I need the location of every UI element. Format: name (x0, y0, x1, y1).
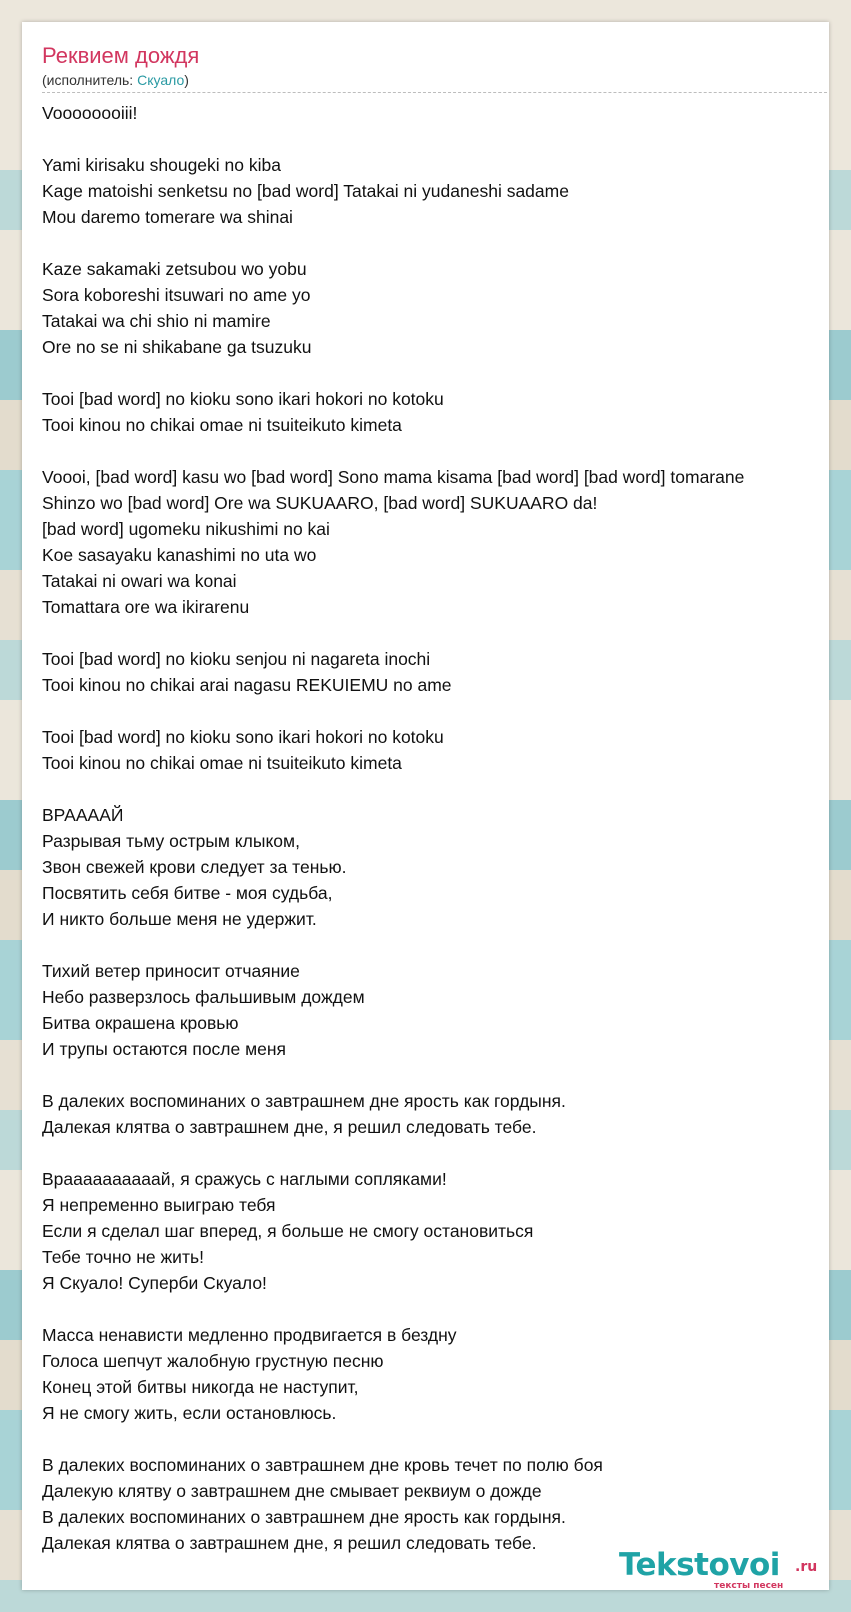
lyric-line: Далекая клятва о завтрашнем дне, я решил следовать тебе. (42, 1533, 537, 1553)
lyric-line: [bad word] ugomeku nikushimi no kai (42, 519, 330, 539)
lyric-line: Тихий ветер приносит отчаяние (42, 961, 300, 981)
stanza-break (42, 1426, 829, 1452)
lyric-line: Koe sasayaku kanashimi no uta wo (42, 545, 317, 565)
lyric-line: Tatakai ni owari wa konai (42, 571, 237, 591)
stanza-break (42, 698, 829, 724)
performer-line (42, 71, 189, 89)
logo-domain: .ru (795, 1559, 818, 1575)
lyric-line: Tatakai wa chi shio ni mamire (42, 311, 271, 331)
lyric-line: Ore no se ni shikabane ga tsuzuku (42, 337, 312, 357)
lyric-line: В далеких воспоминаних о завтрашнем дне ярость как гордыня. (42, 1507, 566, 1527)
lyric-line: ВРААААЙ (42, 805, 124, 825)
lyric-line: Kage matoishi senketsu no [bad word] Tatakai ni yudaneshi sadame (42, 181, 569, 201)
lyric-line: Враааааааааай, я сражусь с наглыми сопляками! (42, 1169, 447, 1189)
lyric-line: Далекую клятву о завтрашнем дне смывает реквиум о дожде (42, 1481, 542, 1501)
lyric-line: И никто больше меня не удержит. (42, 909, 317, 929)
lyric-line: Битва окрашена кровью (42, 1013, 239, 1033)
stanza-break (42, 620, 829, 646)
lyrics-card (22, 22, 829, 1590)
title-divider (42, 92, 829, 93)
lyric-line: Mou daremo tomerare wa shinai (42, 207, 293, 227)
lyric-line: Посвятить себя битве - моя судьба, (42, 883, 333, 903)
lyric-line: Tooi [bad word] no kioku sono ikari hokori no kotoku (42, 389, 444, 409)
lyric-line: В далеких воспоминаних о завтрашнем дне ярость как гордыня. (42, 1091, 566, 1111)
performer-prefix: (исполнитель: (42, 72, 138, 88)
lyric-line: Если я сделал шаг вперед, я больше не смогу остановиться (42, 1221, 534, 1241)
stanza-break (42, 230, 829, 256)
lyric-line: Yami kirisaku shougeki no kiba (42, 155, 281, 175)
lyric-line: Voooi, [bad word] kasu wo [bad word] Sono mama kisama [bad word] [bad word] tomarane (42, 467, 745, 487)
stanza-break (42, 932, 829, 958)
song-title: Реквием дождя (42, 43, 200, 68)
site-logo[interactable] (619, 1547, 829, 1590)
lyric-line: Я непременно выиграю тебя (42, 1195, 276, 1215)
lyric-line: И трупы остаются после меня (42, 1039, 287, 1059)
lyric-line: Разрывая тьму острым клыком, (42, 831, 300, 851)
stanza-break (42, 1296, 829, 1322)
lyric-line: Tooi kinou no chikai omae ni tsuiteikuto kimeta (42, 753, 402, 773)
lyric-line: Тебе точно не жить! (42, 1247, 204, 1267)
logo-wordmark: Tekstovoi (619, 1547, 780, 1583)
lyric-line: Конец этой битвы никогда не наступит, (42, 1377, 359, 1397)
lyric-line: Shinzo wo [bad word] Ore wa SUKUAARO, [bad word] SUKUAARO da! (42, 493, 598, 513)
lyric-line: Kaze sakamaki zetsubou wo yobu (42, 259, 307, 279)
lyric-line: Tomattara ore wa ikirarenu (42, 597, 250, 617)
logo-subtitle: тексты песен (714, 1581, 784, 1590)
stanza-break (42, 438, 829, 464)
lyric-line: Tooi [bad word] no kioku senjou ni nagareta inochi (42, 649, 431, 669)
stanza-break (42, 126, 829, 152)
stanza-break (42, 776, 829, 802)
lyric-line: Voooooooiii! (42, 103, 138, 123)
performer-suffix: ) (184, 72, 189, 88)
lyric-line: Tooi kinou no chikai arai nagasu REKUIEMU no ame (42, 675, 452, 695)
lyrics-text (42, 100, 829, 1556)
stanza-break (42, 1140, 829, 1166)
lyric-line: Я Скуало! Суперби Скуало! (42, 1273, 267, 1293)
lyric-line: Sora koboreshi itsuwari no ame yo (42, 285, 311, 305)
stanza-break (42, 1062, 829, 1088)
lyric-line: Масса ненависти медленно продвигается в бездну (42, 1325, 457, 1345)
lyric-line: Далекая клятва о завтрашнем дне, я решил следовать тебе. (42, 1117, 537, 1137)
stanza-break (42, 360, 829, 386)
lyric-line: Звон свежей крови следует за тенью. (42, 857, 347, 877)
lyric-line: Tooi kinou no chikai omae ni tsuiteikuto kimeta (42, 415, 402, 435)
lyric-line: Голоса шепчут жалобную грустную песню (42, 1351, 384, 1371)
lyric-line: Небо разверзлось фальшивым дождем (42, 987, 365, 1007)
lyric-line: Я не смогу жить, если остановлюсь. (42, 1403, 337, 1423)
artist-link[interactable]: Скуало (137, 72, 185, 88)
lyric-line: В далеких воспоминаних о завтрашнем дне кровь течет по полю боя (42, 1455, 603, 1475)
lyric-line: Tooi [bad word] no kioku sono ikari hokori no kotoku (42, 727, 444, 747)
